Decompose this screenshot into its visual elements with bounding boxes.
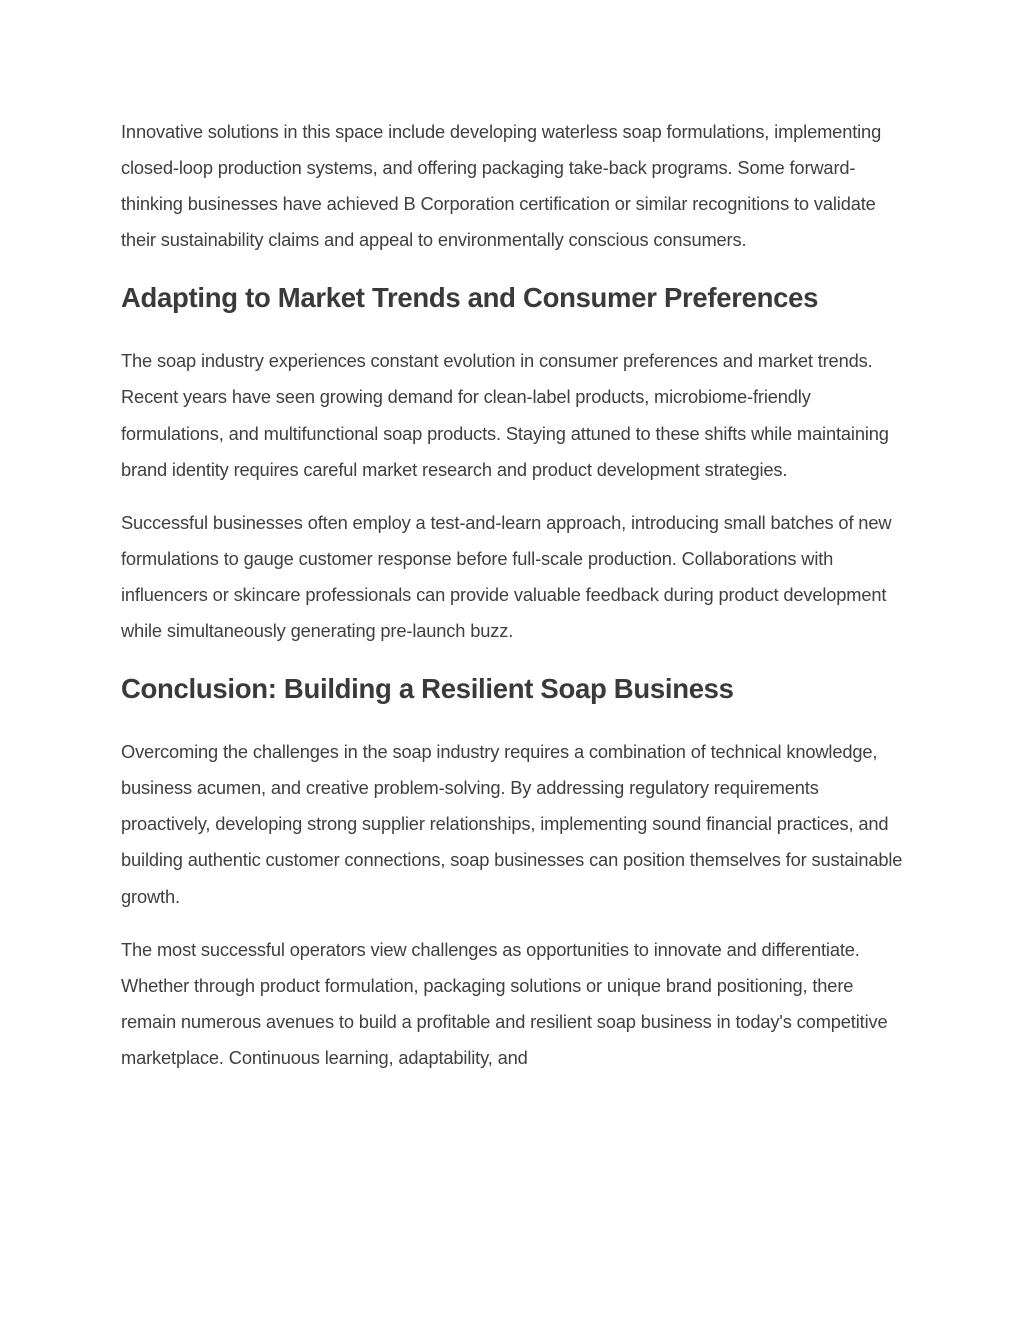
conclusion-paragraph-2: The most successful operators view challenges as opportunities to innovate and differentiate. Whether through product formulation, packaging solutions or unique brand positioning, there remain numerous avenues to build a profitable and resilient soap business in today's competitive marketplace. Continuous learning, adaptability, and	[121, 938, 888, 1068]
market-trends-paragraph-2: Successful businesses often employ a test-and-learn approach, introducing small batches of new formulations to gauge customer response before full-scale production. Collaborations with influencers or skincare professionals can provide valuable feedback during product development while simultaneously generating pre-launch buzz.	[121, 511, 892, 642]
document-body	[121, 114, 911, 1093]
section-heading-market-trends: Adapting to Market Trends and Consumer Preferences	[121, 282, 819, 314]
market-trends-paragraph-1: The soap industry experiences constant evolution in consumer preferences and market trends. Recent years have seen growing demand for clean-label products, microbiome-friendly formulations, and multifunctional soap products. Staying attuned to these shifts while maintaining brand identity requires careful market research and product development strategies.	[121, 350, 889, 480]
intro-paragraph: Innovative solutions in this space include developing waterless soap formulations, implementing closed-loop production systems, and offering packaging take-back programs. Some forward-thinking businesses have achieved B Corporation certification or similar recognitions to validate their sustainability claims and appeal to environmentally conscious consumers.	[121, 121, 882, 251]
section-heading-conclusion: Conclusion: Building a Resilient Soap Business	[121, 673, 734, 705]
conclusion-paragraph-1: Overcoming the challenges in the soap industry requires a combination of technical knowledge, business acumen, and creative problem-solving. By addressing regulatory requirements proactively, developing strong supplier relationships, implementing sound financial practices, and building authentic customer connections, soap businesses can position themselves for sustainable growth.	[121, 741, 903, 907]
